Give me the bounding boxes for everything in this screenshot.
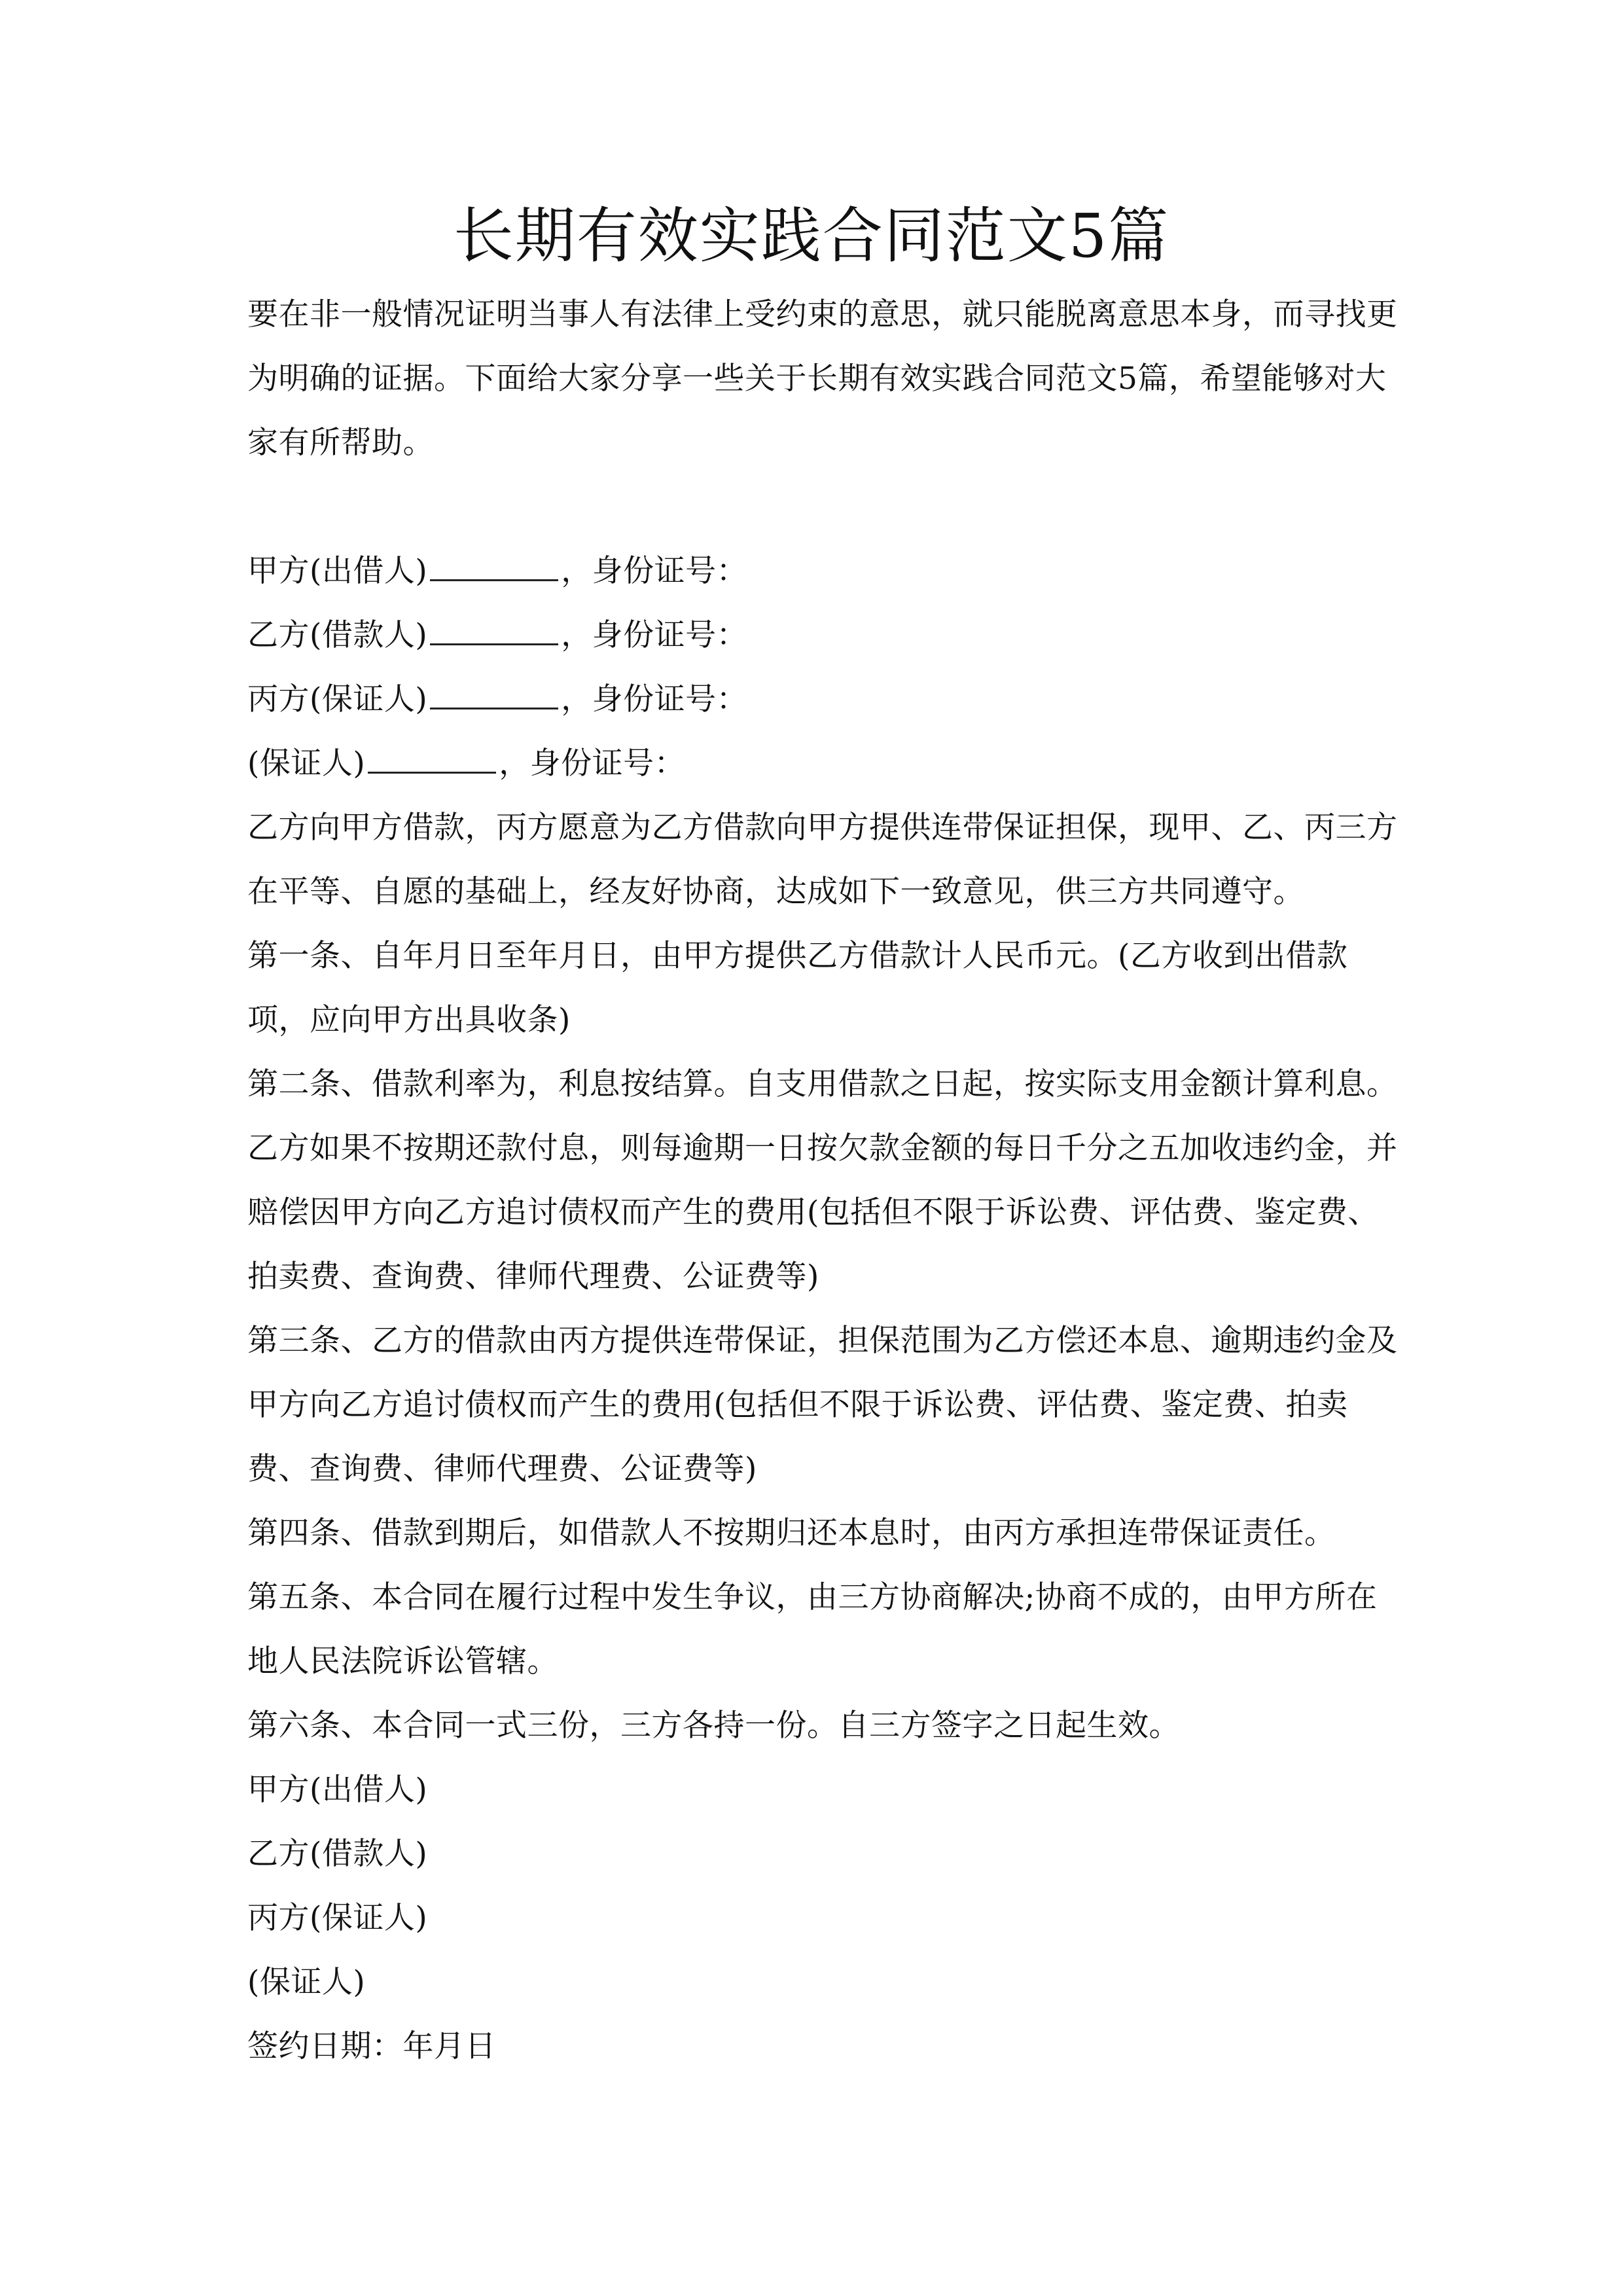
fill-in-blank	[430, 553, 558, 581]
preamble-clause: 乙方向甲方借款，丙方愿意为乙方借款向甲方提供连带保证担保，现甲、乙、丙三方在平等、自愿的基础上，经友好协商，达成如下一致意见，供三方共同遵守。	[247, 810, 1398, 910]
party-label: 丙方(保证人)	[247, 681, 428, 717]
signature-guarantor-2: (保证人)	[247, 1964, 366, 2000]
signature-guarantor: 丙方(保证人)	[247, 1900, 428, 1936]
fill-in-blank	[430, 681, 558, 709]
party-label: 甲方(出借人)	[247, 553, 428, 589]
clause-2: 第二条、借款利率为，利息按结算。自支用借款之日起，按实际支用金额计算利息。乙方如果不按期还款付息，则每逾期一日按欠款金额的每日千分之五加收违约金，并赔偿因甲方向乙方追讨债权而产生的费用(包括但不限于诉讼费、评估费、鉴定费、拍卖费、查询费、律师代理费、公证费等)	[247, 1066, 1398, 1295]
clause-6: 第六条、本合同一式三份，三方各持一份。自三方签字之日起生效。	[247, 1708, 1180, 1744]
clause-5: 第五条、本合同在履行过程中发生争议，由三方协商解决;协商不成的，由甲方所在地人民法院诉讼管辖。	[247, 1579, 1378, 1679]
document-body	[247, 283, 1399, 2079]
signature-lender: 甲方(出借人)	[247, 1772, 428, 1808]
party-line-guarantor-2	[247, 732, 1399, 796]
party-id-label: ，身份证号：	[561, 681, 748, 717]
party-id-label: ，身份证号：	[499, 745, 686, 781]
party-id-label: ，身份证号：	[561, 553, 748, 589]
signing-date: 签约日期：年月日	[247, 2028, 496, 2064]
party-line-guarantor	[247, 668, 1399, 732]
fill-in-blank	[430, 617, 558, 645]
party-label: 乙方(借款人)	[247, 617, 428, 653]
party-id-label: ，身份证号：	[561, 617, 748, 653]
party-line-borrower	[247, 603, 1399, 668]
clause-3: 第三条、乙方的借款由丙方提供连带保证，担保范围为乙方偿还本息、逾期违约金及甲方向乙方追讨债权而产生的费用(包括但不限于诉讼费、评估费、鉴定费、拍卖费、查询费、律师代理费、公证费等)	[247, 1323, 1398, 1487]
document-title: 长期有效实践合同范文5篇	[453, 201, 1170, 271]
fill-in-blank	[368, 745, 496, 774]
clause-1: 第一条、自年月日至年月日，由甲方提供乙方借款计人民币元。(乙方收到出借款项，应向甲方出具收条)	[247, 938, 1348, 1038]
signature-borrower: 乙方(借款人)	[247, 1836, 428, 1872]
blank-line	[247, 475, 1399, 539]
party-line-lender	[247, 539, 1399, 603]
party-label: (保证人)	[247, 745, 366, 781]
intro-paragraph: 要在非一般情况证明当事人有法律上受约束的意思，就只能脱离意思本身，而寻找更为明确的证据。下面给大家分享一些关于长期有效实践合同范文5篇，希望能够对大家有所帮助。	[247, 296, 1398, 461]
clause-4: 第四条、借款到期后，如借款人不按期归还本息时，由丙方承担连带保证责任。	[247, 1515, 1336, 1551]
